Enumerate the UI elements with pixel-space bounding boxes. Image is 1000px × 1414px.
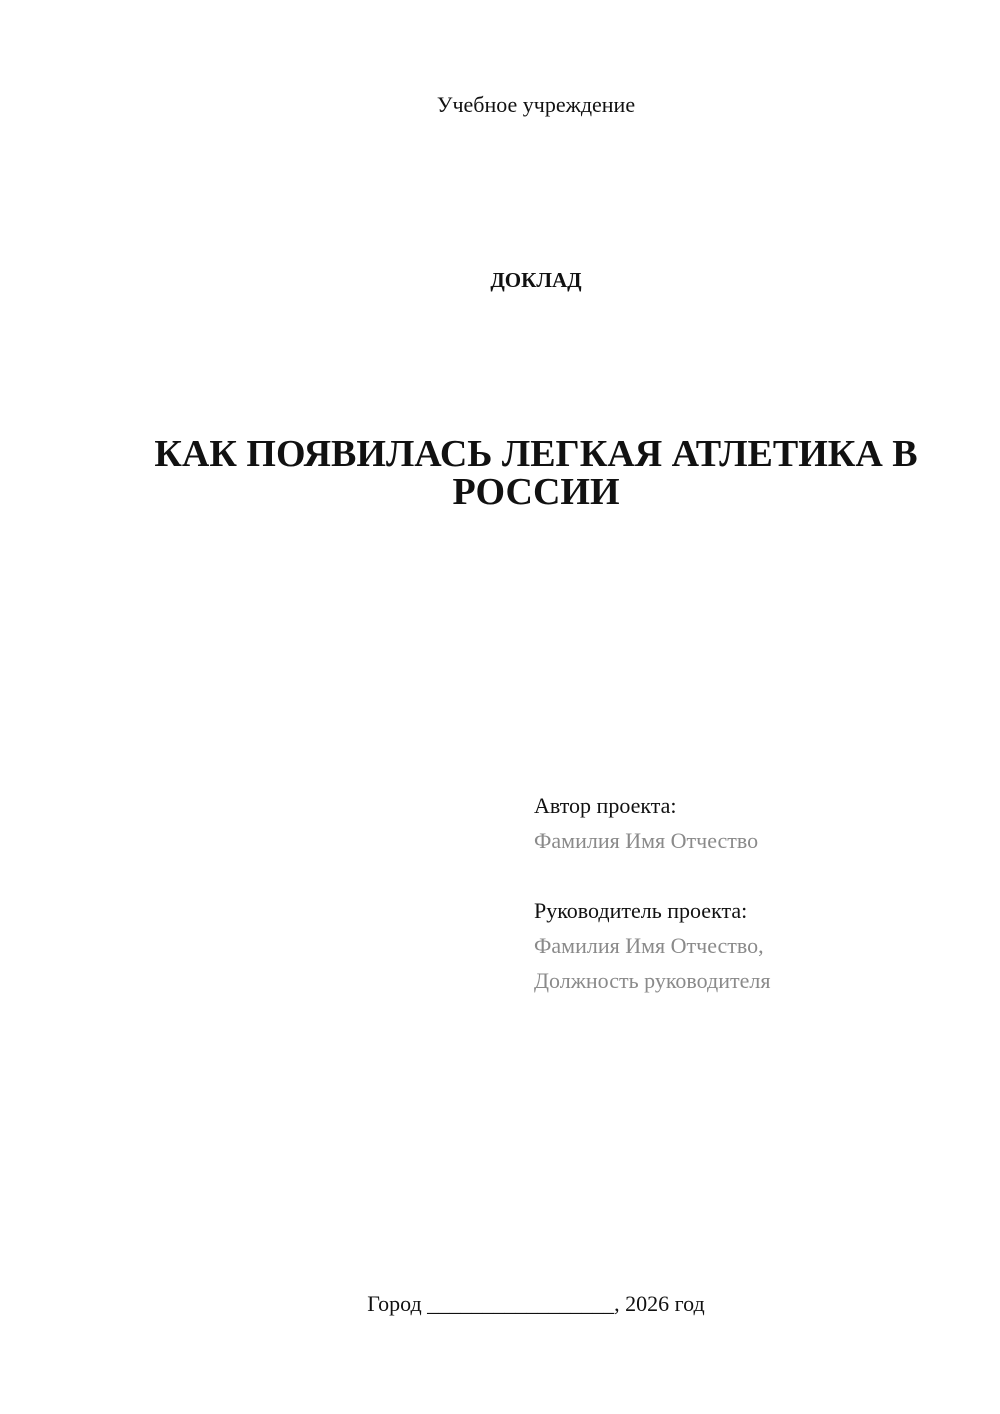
supervisor-label: Руководитель проекта: <box>534 898 748 923</box>
author-name: Фамилия Имя Отчество <box>534 828 759 853</box>
author-label: Автор проекта: <box>534 793 677 818</box>
supervisor-position: Должность руководителя <box>534 968 771 993</box>
city-year-line: Город _________________, 2026 год <box>367 1291 705 1316</box>
document-type: ДОКЛАД <box>490 268 582 292</box>
institution-name: Учебное учреждение <box>436 92 636 117</box>
document-title: КАК ПОЯВИЛАСЬ ЛЕГКАЯ АТЛЕТИКА В РОССИИ <box>154 433 918 513</box>
credits-block <box>534 788 974 998</box>
supervisor-name: Фамилия Имя Отчество, <box>534 933 764 958</box>
